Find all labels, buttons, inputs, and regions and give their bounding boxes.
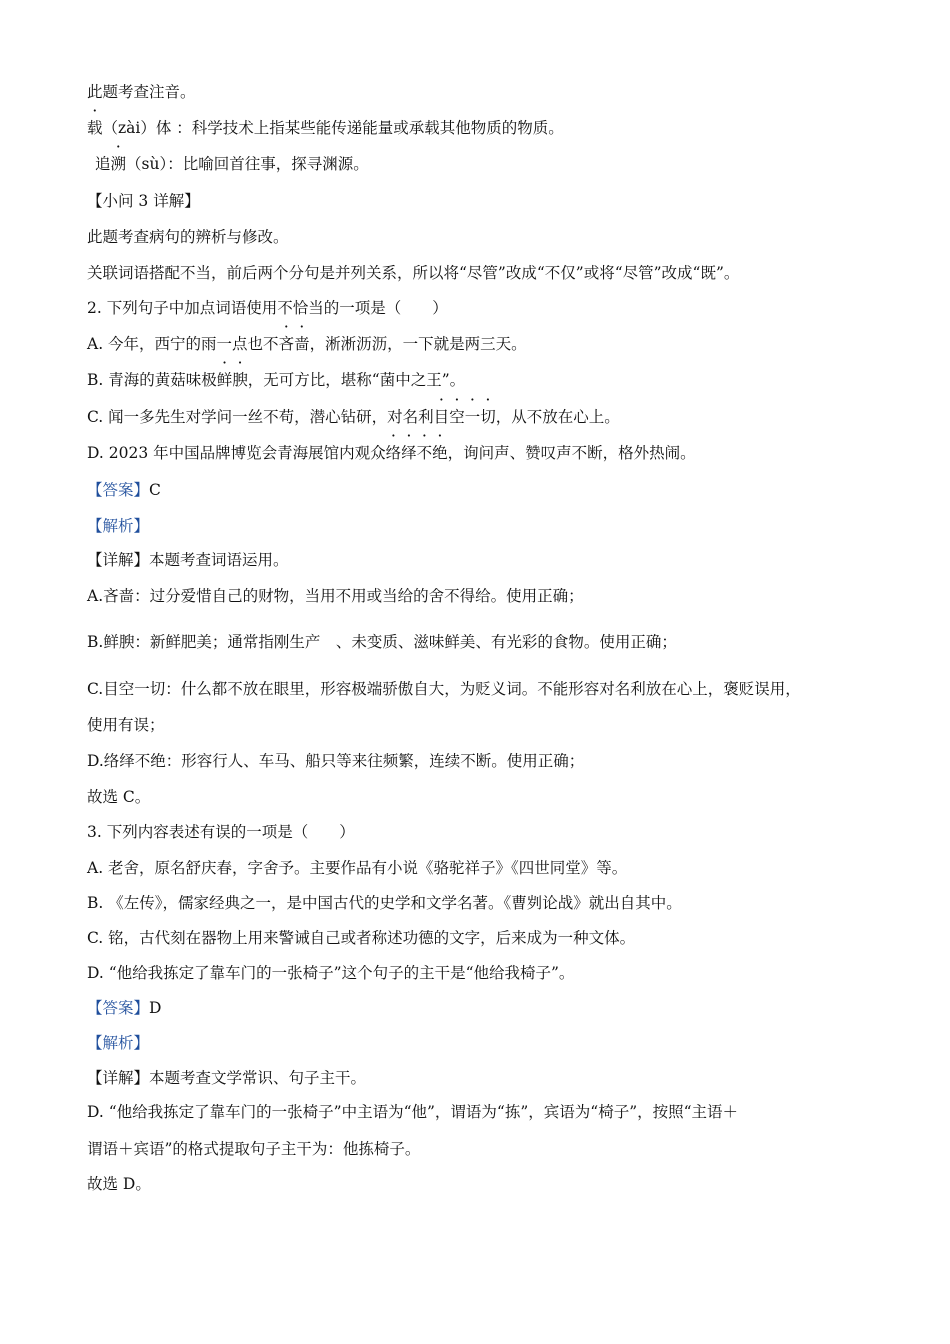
emphasis-char: 空 — [449, 408, 465, 426]
option-c — [87, 406, 890, 428]
emphasis-char: 绎 — [401, 444, 417, 462]
emphasis-char: 载 — [87, 119, 103, 137]
text-span: ，淅淅沥沥，一下就是两三天。 — [309, 335, 527, 353]
answer-line — [87, 479, 890, 501]
emphasis-char: 啬 — [294, 335, 310, 353]
explanation-d-cont: 谓语＋宾语”的格式提取句子主干为：他拣椅子。 — [87, 1140, 421, 1158]
emphasis-char: 腴 — [232, 371, 248, 389]
text-line — [95, 153, 890, 175]
option-a — [87, 333, 890, 355]
detail-line: 【详解】本题考查文学常识、句子主干。 — [87, 1069, 367, 1087]
detail-line: 【详解】本题考查词语运用。 — [87, 551, 289, 569]
text-line: 关联词语搭配不当，前后两个分句是并列关系，所以将“尽管”改成“不仅”或将“尽管”改成“既”。 — [87, 264, 740, 282]
emphasis-char: 鲜 — [216, 371, 233, 389]
option-b — [87, 369, 890, 391]
emphasis-char: 络 — [385, 444, 402, 462]
explanation-b: B.鲜腴：新鲜肥美；通常指刚生产 、未变质、滋味鲜美、有光彩的食物。使用正确； — [87, 633, 677, 651]
question-2: 2. 下列句子中加点词语使用不恰当的一项是（ ） — [87, 299, 448, 317]
analysis-tag: 【解析】 — [87, 517, 150, 535]
text-span: D. 2023 年中国品牌博览会青海展馆内观众 — [87, 444, 386, 462]
text-line: 此题考查病句的辨析与修改。 — [87, 228, 289, 246]
explanation-d: D.络绎不绝：形容行人、车马、船只等来往频繁，连续不断。使用正确； — [87, 752, 585, 770]
explanation-d: D. “他给我拣定了靠车门的一张椅子”中主语为“他”，谓语为“拣”，宾语为“椅子”，按照“主语＋ — [87, 1103, 739, 1121]
explanation-c: C.目空一切：什么都不放在眼里，形容极端骄傲自大，为贬义词。不能形容对名利放在心上，褒贬误用， — [87, 680, 801, 698]
option-d — [87, 442, 890, 464]
selection-line: 故选 D。 — [87, 1175, 151, 1193]
emphasis-char: 一 — [464, 408, 481, 426]
emphasis-char: 切 — [480, 408, 496, 426]
text-line: 此题考查注音。 — [87, 83, 196, 101]
text-span: A. 今年，西宁的雨一点也不 — [87, 335, 279, 353]
explanation-c-cont: 使用有误； — [87, 716, 165, 734]
answer-tag: 【答案】 — [87, 481, 150, 499]
emphasis-char: 目 — [433, 408, 450, 426]
text-span: ，从不放在心上。 — [495, 408, 620, 426]
option-c: C. 铭，古代刻在器物上用来警诫自己或者称述功德的文字，后来成为一种文体。 — [87, 929, 636, 947]
text-span: 追 — [95, 155, 111, 173]
analysis-tag: 【解析】 — [87, 1034, 150, 1052]
text-span: （sù）：比喻回首往事，探寻渊源。 — [126, 155, 369, 173]
option-d: D. “他给我拣定了靠车门的一张椅子”这个句子的主干是“他给我椅子”。 — [87, 964, 575, 982]
answer-tag: 【答案】 — [87, 999, 150, 1017]
answer-line — [87, 997, 890, 1019]
selection-line: 故选 C。 — [87, 788, 151, 806]
answer-value: C — [149, 481, 161, 499]
emphasis-char: 吝 — [278, 335, 295, 353]
text-span: C. 闻一多先生对学问一丝不苟，潜心钻研，对名利 — [87, 408, 434, 426]
emphasis-char: 溯 — [110, 155, 127, 173]
explanation-a: A.吝啬：过分爱惜自己的财物，当用不用或当给的舍不得给。使用正确； — [87, 587, 584, 605]
text-span: ，询问声、赞叹声不断，格外热闹。 — [447, 444, 696, 462]
text-line — [87, 117, 890, 139]
option-b: B. 《左传》，儒家经典之一，是中国古代的史学和文学名著。《曹刿论战》就出自其中。 — [87, 894, 682, 912]
text-span: ，无可方比，堪称“菌中之王”。 — [247, 371, 466, 389]
answer-value: D — [149, 999, 162, 1017]
emphasis-char: 不 — [416, 444, 433, 462]
option-a: A. 老舍，原名舒庆春，字舍予。主要作品有小说《骆驼祥子》《四世同堂》等。 — [87, 859, 628, 877]
emphasis-char: 绝 — [432, 444, 448, 462]
question-3: 3. 下列内容表述有误的一项是（ ） — [87, 823, 355, 841]
section-heading: 【小问 3 详解】 — [87, 192, 200, 210]
text-span: （zài）体 ：科学技术上指某些能传递能量或承载其他物质的物质。 — [102, 119, 564, 137]
text-span: B. 青海的黄菇味极 — [87, 371, 217, 389]
